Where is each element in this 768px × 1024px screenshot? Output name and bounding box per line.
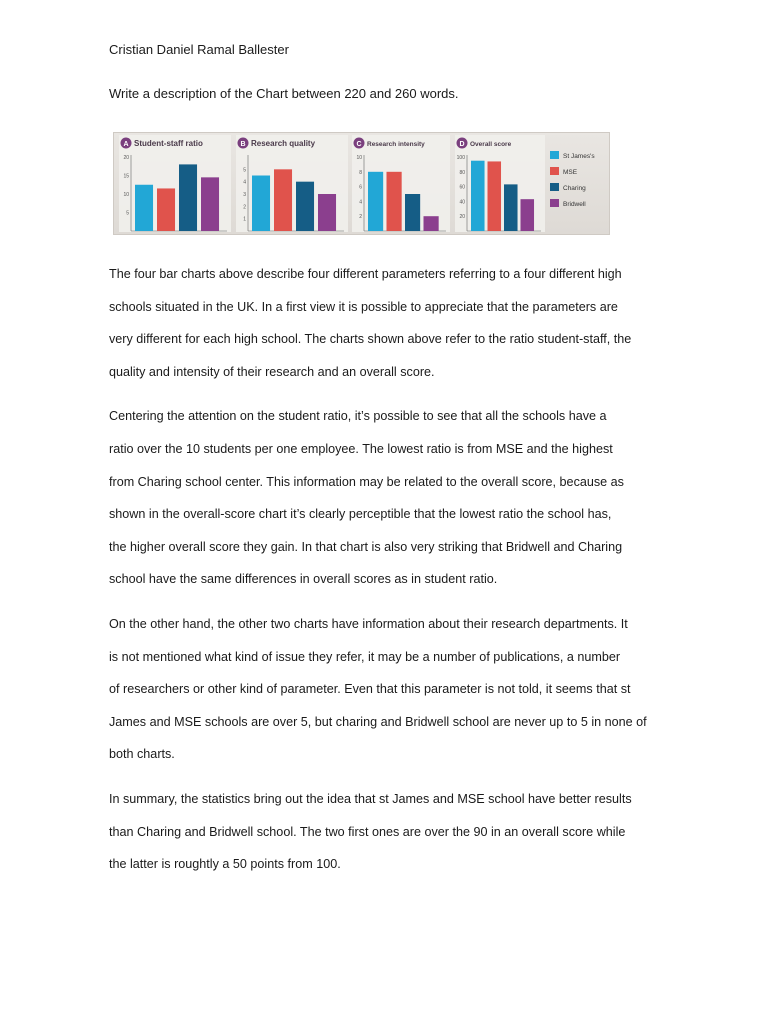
- text-line: James and MSE schools are over 5, but charing and Bridwell school are never up to 5 in none of: [109, 714, 647, 729]
- text-line: quality and intensity of their research and an overall score.: [109, 364, 435, 379]
- chart-title: Research quality: [251, 139, 316, 148]
- text-line: of researchers or other kind of parameter. Even that this parameter is not told, it seems that st: [109, 682, 631, 697]
- bar-stjamess: [135, 185, 153, 231]
- bar-charing: [504, 184, 518, 231]
- y-tick-label: 20: [459, 214, 465, 221]
- text-line: Centering the attention on the student ratio, it’s possible to see that all the schools have a: [109, 409, 607, 424]
- chart-badge-letter: C: [356, 141, 362, 148]
- chart-badge-letter: A: [123, 141, 129, 148]
- text-line: school have the same differences in overall scores as in student ratio.: [109, 572, 498, 587]
- paragraph-1: [109, 258, 664, 388]
- chart-title: Overall score: [470, 141, 512, 148]
- legend-label: Charing: [563, 185, 586, 192]
- bar-charing: [296, 182, 314, 231]
- legend-label: St James's: [563, 153, 595, 160]
- bar-mse: [274, 169, 292, 231]
- legend-label: MSE: [563, 169, 578, 176]
- legend-swatch: [550, 199, 559, 207]
- y-tick-label: 15: [123, 173, 129, 180]
- y-tick-label: 20: [123, 155, 129, 161]
- legend-swatch: [550, 151, 559, 159]
- paragraph-4: [109, 783, 664, 881]
- text-line: In summary, the statistics bring out the idea that st James and MSE school have better results: [109, 791, 632, 806]
- text-line: the higher overall score they gain. In that chart is also very striking that Bridwell and Charing: [109, 539, 623, 554]
- chart-badge-letter: D: [459, 141, 465, 148]
- chart-badge-letter: B: [240, 141, 246, 148]
- y-tick-label: 100: [456, 155, 465, 161]
- bar-stjamess: [368, 172, 383, 231]
- bar-bridwell: [318, 194, 336, 231]
- bar-mse: [488, 161, 502, 231]
- y-tick-label: 60: [459, 184, 465, 191]
- essay-body: [109, 258, 664, 893]
- text-line: the latter is roughtly a 50 points from 100.: [109, 857, 341, 872]
- bar-stjamess: [471, 161, 485, 231]
- author-name: Cristian Daniel Ramal Ballester: [109, 42, 289, 57]
- bar-stjamess: [252, 176, 270, 232]
- y-tick-label: 40: [459, 199, 465, 206]
- text-line: schools situated in the UK. In a first view it is possible to appreciate that the parameters are: [109, 299, 618, 314]
- bar-mse: [387, 172, 402, 231]
- y-tick-label: 4: [243, 179, 246, 186]
- y-tick-label: 2: [359, 214, 362, 221]
- text-line: than Charing and Bridwell school. The two first ones are over the 90 in an overall score while: [109, 824, 626, 839]
- legend-swatch: [550, 167, 559, 175]
- text-line: very different for each high school. The charts shown above refer to the ratio student-staff, the: [109, 332, 632, 347]
- text-line: The four bar charts above describe four different parameters referring to a four different high: [109, 267, 622, 281]
- assignment-prompt: Write a description of the Chart between 220 and 260 words.: [109, 86, 459, 101]
- bar-bridwell: [521, 199, 535, 231]
- y-tick-label: 10: [123, 192, 129, 198]
- text-line: is not mentioned what kind of issue they refer, it may be a number of publications, a number: [109, 649, 621, 664]
- y-tick-label: 8: [359, 169, 362, 176]
- y-tick-label: 10: [356, 155, 362, 161]
- y-tick-label: 1: [243, 216, 246, 223]
- bar-charing: [405, 194, 420, 231]
- paragraph-2: [109, 400, 664, 596]
- bar-mse: [157, 188, 175, 231]
- text-line: from Charing school center. This information may be related to the overall score, because as: [109, 474, 624, 489]
- y-tick-label: 2: [243, 204, 246, 211]
- y-tick-label: 4: [359, 199, 362, 206]
- y-tick-label: 5: [126, 210, 129, 217]
- chart-title: Research intensity: [367, 141, 425, 148]
- charts-figure: [114, 133, 609, 234]
- paragraph-3: [109, 608, 664, 771]
- legend-label: Bridwell: [563, 201, 586, 208]
- text-line: ratio over the 10 students per one employee. The lowest ratio is from MSE and the highest: [109, 441, 613, 456]
- legend-swatch: [550, 183, 559, 191]
- text-line: both charts.: [109, 747, 175, 762]
- y-tick-label: 3: [243, 192, 246, 198]
- y-tick-label: 6: [359, 184, 362, 191]
- text-line: shown in the overall-score chart it’s clearly perceptible that the lowest ratio the school has,: [109, 507, 612, 522]
- chart-photo: [113, 132, 610, 235]
- text-line: On the other hand, the other two charts have information about their research departments. It: [109, 616, 628, 631]
- bar-bridwell: [201, 177, 219, 231]
- y-tick-label: 5: [243, 167, 246, 174]
- y-tick-label: 80: [459, 169, 465, 176]
- bar-bridwell: [424, 216, 439, 231]
- chart-title: Student-staff ratio: [134, 139, 203, 148]
- bar-charing: [179, 164, 197, 231]
